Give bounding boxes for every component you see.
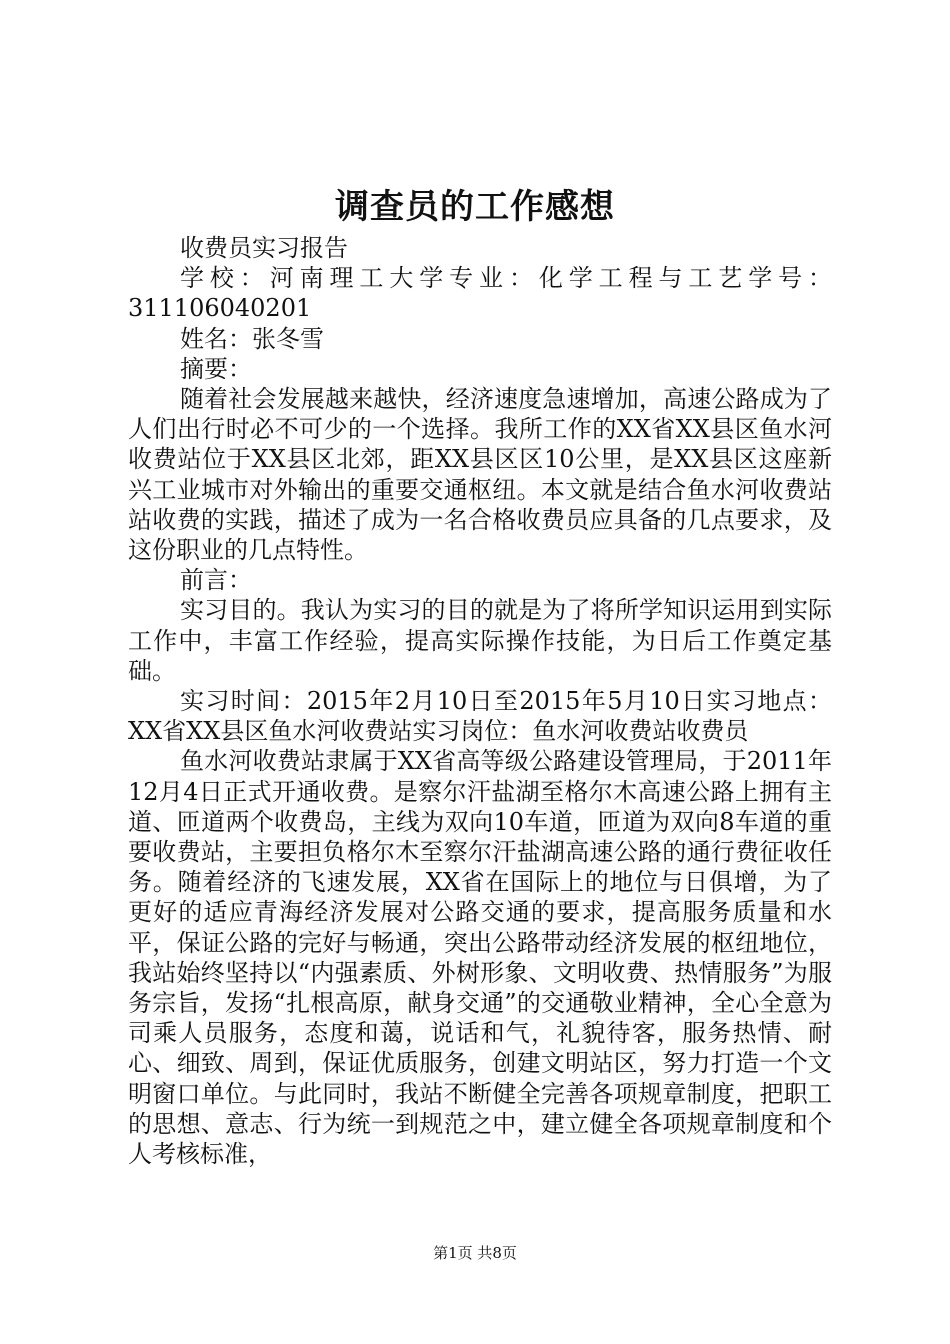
paragraph-abstract-heading: 摘要： xyxy=(180,354,252,383)
paragraph-purpose: 实习目的。我认为实习的目的就是为了将所学知识运用到实际工作中，丰富工作经验，提高实际操作技能，为日后工作奠定基础。 xyxy=(128,596,832,685)
paragraph-time-place: 实习时间：2015年2月10日至2015年5月10日实习地点：XX省XX县区鱼水河收费站实习岗位：鱼水河收费站收费员 xyxy=(128,687,832,746)
paragraph-report-title: 收费员实习报告 xyxy=(180,234,348,262)
paragraph-school-info: 学校：河南理工大学专业：化学工程与工艺学号：311106040201 xyxy=(128,264,832,323)
document-body xyxy=(128,233,832,1169)
paragraph-preface-heading: 前言： xyxy=(180,566,252,595)
page-footer: 第1页 共8页 xyxy=(433,1244,517,1262)
paragraph-abstract: 随着社会发展越来越快，经济速度急速增加，高速公路成为了人们出行时必不可少的一个选择。我所工作的XX省XX县区鱼水河收费站位于XX县区北郊，距XX县区区10公里，是XX县区这座新兴工业城市对外输出的重要交通枢纽。本文就是结合鱼水河收费站站收费的实践，描述了成为一名合格收费员应具备的几点要求，及这份职业的几点特性。 xyxy=(128,385,832,565)
paragraph-station-description: 鱼水河收费站隶属于XX省高等级公路建设管理局，于2011年12月4日正式开通收费。是察尔汗盐湖至格尔木高速公路上拥有主道、匝道两个收费岛，主线为双向10车道，匝道为双向8车道的重要收费站，主要担负格尔木至察尔汗盐湖高速公路的通行费征收任务。随着经济的飞速发展，XX省在国际上的地位与日俱增，为了更好的适应青海经济发展对公路交通的要求，提高服务质量和水平，保证公路的完好与畅通，突出公路带动经济发展的枢纽地位，我站始终坚持以“内强素质、外树形象、文明收费、热情服务”为服务宗旨，发扬“扎根高原，献身交通”的交通敬业精神，全心全意为司乘人员服务，态度和蔼，说话和气，礼貌待客，服务热情、耐心、细致、周到，保证优质服务，创建文明站区，努力打造一个文明窗口单位。与此同时，我站不断健全完善各项规章制度，把职工的思想、意志、行为统一到规范之中，建立健全各项规章制度和个人考核标准， xyxy=(128,747,832,1169)
document-title: 调查员的工作感想 xyxy=(335,187,615,227)
paragraph-name: 姓名：张冬雪 xyxy=(180,324,324,353)
